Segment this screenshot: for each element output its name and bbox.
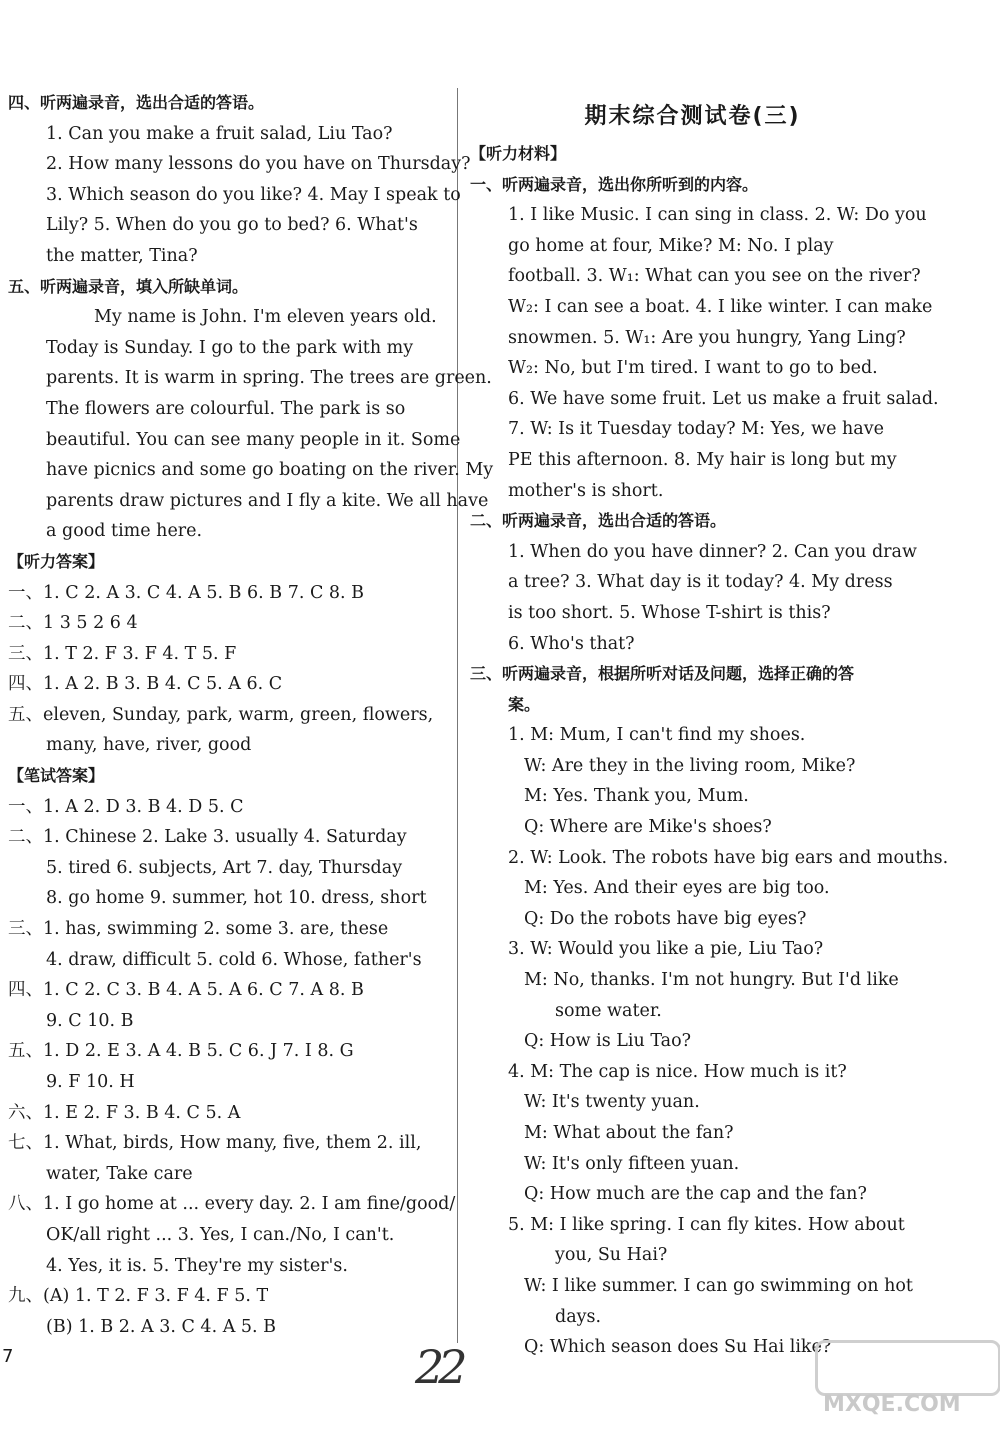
text-line: Q: Do the robots have big eyes? (524, 908, 807, 929)
text-line: beautiful. You can see many people in it. Some (46, 429, 461, 450)
text-line: M: What about the fan? (524, 1123, 734, 1143)
text-line: parents. It is warm in spring. The trees are green. (46, 368, 492, 389)
text-line: W: It's twenty yuan. (524, 1092, 700, 1113)
section-heading: 【听力答案】 (8, 551, 105, 571)
text-line: parents draw pictures and I fly a kite. We all have (46, 490, 489, 511)
text-line: 9. F 10. H (46, 1072, 135, 1092)
section-heading: 案。 (508, 694, 541, 714)
text-line: 三、1. has, swimming 2. some 3. are, these (8, 919, 389, 940)
text-line: W: I like summer. I can go swimming on hot (524, 1275, 913, 1296)
text-line: 五、eleven, Sunday, park, warm, green, flowers, (8, 704, 434, 725)
text-line: 6. We have some fruit. Let us make a fruit salad. (508, 388, 939, 409)
exam-title: 期末综合测试卷(三) (584, 104, 801, 129)
text-line: M: Yes. Thank you, Mum. (524, 786, 749, 807)
text-line: 三、1. T 2. F 3. F 4. T 5. F (8, 643, 237, 664)
text-line: M: No, thanks. I'm not hungry. But I'd like (524, 970, 899, 991)
text-line: 4. draw, difficult 5. cold 6. Whose, father's (46, 949, 422, 970)
watermark-url: MXQE.COM (823, 1392, 961, 1417)
text-line: 二、1 3 5 2 6 4 (8, 613, 138, 634)
text-line: 六、1. E 2. F 3. B 4. C 5. A (8, 1102, 241, 1123)
text-line: Q: How is Liu Tao? (524, 1031, 692, 1052)
text-line: 3. Which season do you like? 4. May I speak to (46, 184, 461, 205)
text-line: a tree? 3. What day is it today? 4. My dress (508, 572, 893, 593)
text-line: 1. I like Music. I can sing in class. 2. W: Do you (508, 205, 927, 226)
text-line: snowmen. 5. W₁: Are you hungry, Yang Ling? (508, 327, 906, 348)
text-line: OK/all right ... 3. Yes, I can./No, I can't. (46, 1224, 395, 1245)
text-line: Q: Where are Mike's shoes? (524, 817, 772, 838)
watermark-logo (815, 1340, 1000, 1430)
text-line: 3. W: Would you like a pie, Liu Tao? (508, 939, 824, 960)
text-line: 4. Yes, it is. 5. They're my sister's. (46, 1255, 348, 1276)
left-column (8, 0, 494, 1342)
text-line: have picnics and some go boating on the river. My (46, 460, 494, 481)
text-line: 五、1. D 2. E 3. A 4. B 5. C 6. J 7. I 8. G (8, 1041, 354, 1062)
text-line: you, Su Hai? (555, 1245, 668, 1266)
text-line: 1. M: Mum, I can't find my shoes. (508, 725, 806, 746)
text-line: 5. tired 6. subjects, Art 7. day, Thursday (46, 857, 403, 878)
text-line: 七、1. What, birds, How many, five, them 2. ill, (8, 1133, 422, 1154)
text-line: 2. How many lessons do you have on Thursday? (46, 154, 471, 175)
text-line: W₂: I can see a boat. 4. I like winter. I can make (508, 296, 933, 317)
text-line: W: It's only fifteen yuan. (524, 1153, 740, 1174)
text-line: days. (555, 1306, 602, 1327)
text-line: the matter, Tina? (46, 245, 198, 266)
text-line: is too short. 5. Whose T-shirt is this? (508, 602, 831, 623)
handwritten-number: 22 (415, 1340, 462, 1394)
text-line: some water. (555, 1000, 662, 1021)
text-line: water, Take care (46, 1163, 193, 1184)
text-line: W: Are they in the living room, Mike? (524, 755, 856, 776)
text-line: 9. C 10. B (46, 1010, 134, 1031)
page-number: 7 (2, 1346, 14, 1367)
section-heading: 【笔试答案】 (8, 766, 105, 786)
right-column (470, 0, 949, 1363)
text-line: 一、1. C 2. A 3. C 4. A 5. B 6. B 7. C 8. B (8, 582, 365, 603)
section-heading: 四、听两遍录音，选出合适的答语。 (8, 93, 265, 112)
text-line: PE this afternoon. 8. My hair is long but my (508, 449, 897, 470)
text-line: 八、1. I go home at ... every day. 2. I am fine/good/ (8, 1194, 456, 1215)
text-line: (B) 1. B 2. A 3. C 4. A 5. B (46, 1316, 277, 1337)
text-line: 九、(A) 1. T 2. F 3. F 4. F 5. T (8, 1286, 269, 1307)
text-line: 2. W: Look. The robots have big ears and mouths. (508, 847, 949, 868)
section-heading: 五、听两遍录音，填入所缺单词。 (8, 276, 249, 296)
section-heading: 一、听两遍录音，选出你所听到的内容。 (470, 174, 759, 194)
text-line: go home at four, Mike? M: No. I play (508, 235, 834, 256)
section-heading: 【听力材料】 (470, 144, 567, 163)
text-line: football. 3. W₁: What can you see on the river? (508, 266, 921, 287)
column-divider (457, 88, 458, 1343)
text-line: W₂: No, but I'm tired. I want to go to bed. (508, 358, 878, 379)
watermark-box (815, 1340, 1000, 1396)
text-line: 7. W: Is it Tuesday today? M: Yes, we have (508, 419, 884, 440)
text-line: 一、1. A 2. D 3. B 4. D 5. C (8, 796, 244, 817)
text-line: 4. M: The cap is nice. How much is it? (508, 1061, 847, 1082)
text-line: Q: Which season does Su Hai like? (524, 1337, 832, 1358)
text-line: Today is Sunday. I go to the park with my (46, 337, 414, 358)
text-line: a good time here. (46, 521, 203, 542)
text-line: 二、1. Chinese 2. Lake 3. usually 4. Saturday (8, 827, 407, 848)
text-line: Q: How much are the cap and the fan? (524, 1184, 867, 1205)
text-line: 1. Can you make a fruit salad, Liu Tao? (46, 123, 393, 144)
text-line: many, have, river, good (46, 735, 252, 756)
text-line: The flowers are colourful. The park is so (46, 398, 406, 419)
text-line: 6. Who's that? (508, 633, 635, 654)
text-line: 四、1. A 2. B 3. B 4. C 5. A 6. C (8, 674, 283, 695)
text-line: Lily? 5. When do you go to bed? 6. What's (46, 215, 418, 236)
section-heading: 三、听两遍录音，根据所听对话及问题，选择正确的答 (470, 664, 855, 684)
text-line: mother's is short. (508, 480, 664, 501)
text-line: 5. M: I like spring. I can fly kites. How about (508, 1214, 905, 1235)
text-line: M: Yes. And their eyes are big too. (524, 878, 830, 899)
section-heading: 二、听两遍录音，选出合适的答语。 (470, 511, 727, 531)
text-line: My name is John. I'm eleven years old. (94, 307, 437, 328)
text-line: 8. go home 9. summer, hot 10. dress, short (46, 888, 427, 909)
text-line: 四、1. C 2. C 3. B 4. A 5. A 6. C 7. A 8. B (8, 980, 364, 1001)
text-line: 1. When do you have dinner? 2. Can you draw (508, 541, 917, 562)
